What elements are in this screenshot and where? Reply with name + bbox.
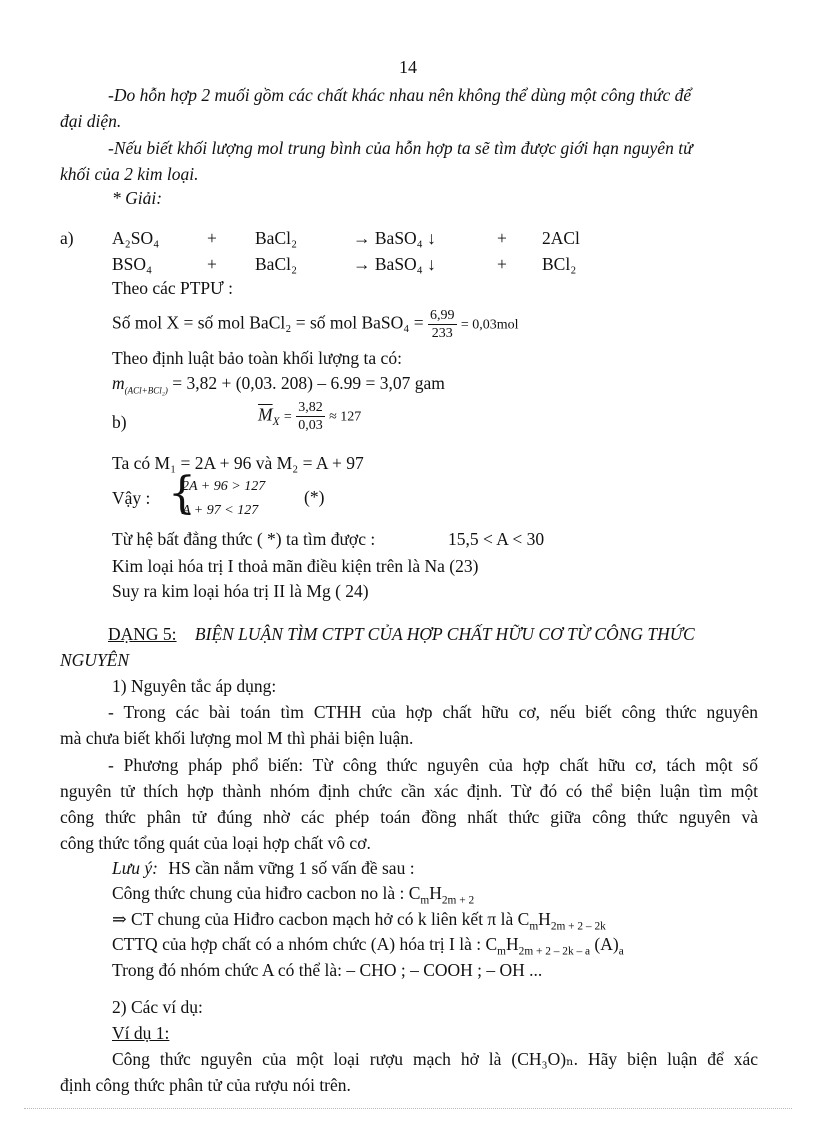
r1-plus-1: + (207, 228, 217, 248)
frac-denominator: 233 (431, 326, 453, 341)
footer-dotted-rule (24, 1108, 792, 1109)
r1-plus-2: + (497, 228, 507, 248)
left-brace: { (168, 468, 196, 519)
mass-rhs: = 3,82 + (0,03. 208) – 6.99 = 3,07 gam (172, 373, 445, 393)
approx-127: ≈ 127 (329, 409, 362, 425)
r2-reactant: BSO₄ (112, 254, 153, 274)
frac-b-numerator: 3,82 (298, 400, 323, 415)
intro-line-3: -Nếu biết khối lượng mol trung bình của hỗn hợp ta sẽ tìm được giới hạn nguyên tử (108, 138, 693, 158)
so-mol-result: = 0,03mol (460, 317, 519, 333)
formula-line-1: Công thức chung của hiđro cacbon no là : $C_mH_{2m + 2}$ (112, 883, 475, 907)
s1-p1-line-1: - Trong các bài toán tìm CTHH của hợp chất hữu cơ, nếu biết công thức nguyên (108, 702, 758, 722)
r1-reactant: A₂SO₄ (112, 228, 160, 248)
r2-plus-2: + (497, 254, 507, 274)
intro-solution-label: * Giải: (112, 188, 163, 208)
section-1-heading: 1) Nguyên tắc áp dụng: (112, 676, 277, 696)
m-bar: $\overline{M}$ (258, 404, 273, 425)
vay-label: Vậy : (112, 488, 151, 508)
r2-bacl2: BaCl₂ (255, 254, 298, 274)
r2-product: → BaSO₄ ↓ (353, 254, 436, 274)
frac-numerator: 6,99 (430, 308, 455, 323)
vi-du-1-label: Ví dụ 1: (112, 1023, 170, 1043)
dang5-label: DẠNG 5: (108, 624, 177, 644)
r1-product-2: 2ACl (542, 228, 580, 248)
vi-du-line-2: định công thức phân tử của rượu nói trên. (60, 1075, 351, 1095)
formula-line-4: Trong đó nhóm chức A có thể là: – CHO ; – COOH ; – OH ... (112, 960, 543, 980)
s1-p2-line-4: công thức tổng quát của loại hợp chất vô cơ. (60, 833, 371, 853)
page-number: 14 (399, 57, 417, 77)
ta-co-line: Ta có M₁ = 2A + 96 và M₂ = A + 97 (112, 453, 364, 473)
r1-bacl2: BaCl₂ (255, 228, 298, 248)
formula-line-3: CTTQ của hợp chất có a nhóm chức (A) hóa trị I là : $C_mH_{2m + 2 - 2k - a}$ $(A)_a$ (112, 934, 624, 958)
part-b-label: b) (112, 412, 127, 432)
kim-loai-2: Suy ra kim loại hóa trị II là Mg ( 24) (112, 581, 369, 601)
kim-loai-1: Kim loại hóa trị I thoả mãn điều kiện trên là Na (23) (112, 556, 479, 576)
r2-product-2: BCl₂ (542, 254, 577, 274)
s1-p2-line-2: nguyên tử thích hợp thành nhóm định chức cần xác định. Từ đó có thể biện luận tìm một (60, 781, 758, 801)
mass-subscript: (ACl+BCl₂) (124, 385, 168, 396)
dang5-title-1: BIỆN LUẬN TÌM CTPT CỦA HỢP CHẤT HỮU CƠ TỪ CÔNG THỨC (194, 624, 695, 644)
m-bar-sub: X (272, 416, 280, 429)
vi-du-line-1: Công thức nguyên của một loại rượu mạch hở là (CH₃O)ₙ. Hãy biện luận để xác (112, 1049, 758, 1069)
luu-y-text: HS cần nắm vững 1 số vấn đề sau : (168, 858, 415, 878)
r1-product: → BaSO₄ ↓ (353, 228, 436, 248)
dinh-luat-line: Theo định luật bảo toàn khối lượng ta có: (112, 348, 402, 368)
part-a-label: a) (60, 228, 74, 248)
star-label: (*) (304, 487, 325, 507)
s1-p2-line-1: - Phương pháp phổ biến: Từ công thức nguyên của hợp chất hữu cơ, tách một số (108, 755, 758, 775)
fraction-699-233 (428, 307, 457, 342)
mean-molar-mass-equation: $\overline{M}_X$ = $\frac{3,82}{0,03}$ ≈ 127 (258, 400, 362, 433)
dang5-title-2: NGUYÊN (60, 650, 130, 670)
inequality-2: A + 97 < 127 (182, 503, 259, 518)
frac-b-denominator: 0,03 (298, 418, 323, 433)
s1-p2-line-3: công thức phân tử đúng nhờ các phép toán đồng nhất thức giữa công thức nguyên và (60, 807, 758, 827)
mass-m: m (112, 373, 125, 393)
theo-ptpu: Theo các PTPƯ : (112, 278, 233, 298)
formula-line-2: ⇒ CT chung của Hiđro cacbon mạch hở có k liên kết π là $C_mH_{2m + 2 - 2k}$ (112, 909, 606, 933)
mass-equation (112, 372, 445, 394)
luu-y-line (112, 857, 415, 879)
dang5-heading (108, 623, 695, 645)
a-range: 15,5 < A < 30 (448, 529, 545, 549)
luu-y-label: Lưu ý: (112, 858, 158, 878)
intro-line-1: -Do hỗn hợp 2 muối gồm các chất khác nhau nên không thể dùng một công thức để (108, 85, 692, 105)
r2-plus-1: + (207, 254, 217, 274)
so-mol-prefix: Số mol X = số mol BaCl₂ = số mol BaSO₄ = (112, 312, 424, 333)
so-mol-equation (112, 307, 519, 342)
section-2-heading: 2) Các ví dụ: (112, 997, 203, 1017)
tu-he-line: Từ hệ bất đẳng thức ( *) ta tìm được : (112, 529, 376, 549)
fraction-382-003 (296, 399, 325, 434)
s1-p1-line-2: mà chưa biết khối lượng mol M thì phải biện luận. (60, 728, 414, 748)
intro-line-4: khối của 2 kim loại. (60, 164, 199, 184)
inequality-1: 2A + 96 > 127 (182, 479, 266, 494)
intro-line-2: đại diện. (60, 111, 122, 131)
